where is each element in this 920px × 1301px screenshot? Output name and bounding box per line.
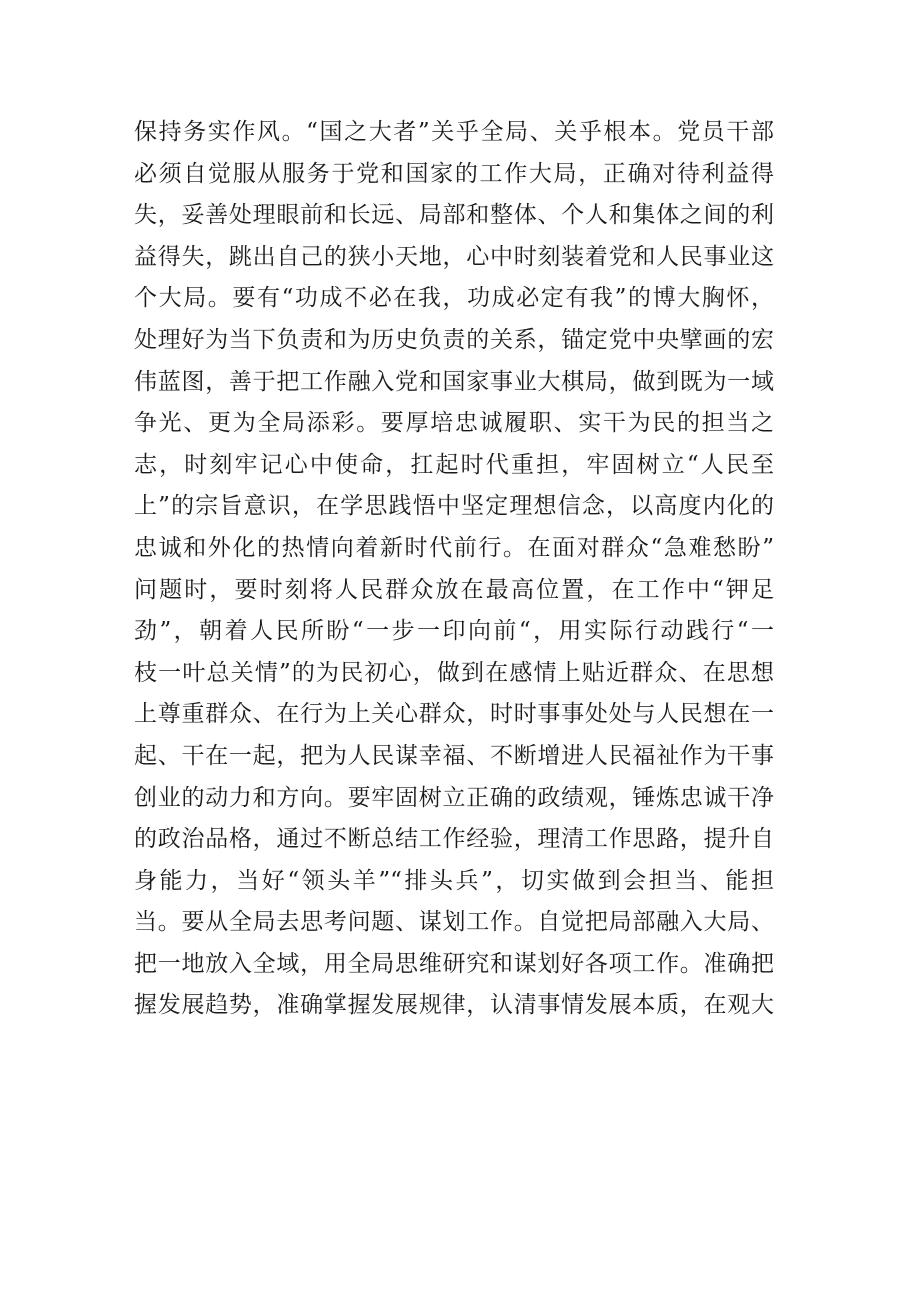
text-line: 劲”，朝着人民所盼“一步一印向前“，用实际行动践行“一 [134, 618, 774, 645]
text-line: 处理好为当下负责和为历史负责的关系，锚定党中央擘画的宏 [134, 326, 774, 353]
text-line: 当。要从全局去思考问题、谋划工作。自觉把局部融入大局、 [134, 909, 774, 936]
text-line: 的政治品格，通过不断总结工作经验，理清工作思路，提升自 [134, 826, 774, 853]
text-line: 个大局。要有“功成不必在我，功成必定有我”的博大胸怀， [134, 285, 774, 312]
text-line: 保持务实作风。“国之大者”关乎全局、关乎根本。党员干部 [134, 119, 774, 145]
text-line: 身能力，当好“领头羊”“排头兵”，切实做到会担当、能担 [134, 867, 774, 894]
text-line: 上尊重群众、在行为上关心群众，时时事事处处与人民想在一 [134, 701, 774, 728]
text-line: 创业的动力和方向。要牢固树立正确的政绩观，锤炼忠诚干净 [134, 784, 774, 811]
text-line: 起、干在一起，把为人民谋幸福、不断增进人民福祉作为干事 [134, 742, 774, 769]
text-line: 志，时刻牢记心中使命，扛起时代重担，牢固树立“人民至 [134, 451, 774, 478]
text-line: 枝一叶总关情”的为民初心，做到在感情上贴近群众、在思想 [134, 659, 774, 686]
text-line: 问题时，要时刻将人民群众放在最高位置，在工作中“钾足 [134, 576, 774, 603]
text-line: 忠诚和外化的热情向着新时代前行。在面对群众“急难愁盼” [134, 534, 774, 561]
text-line: 争光、更为全局添彩。要厚培忠诚履职、实干为民的担当之 [134, 410, 774, 437]
text-line: 把一地放入全域，用全局思维研究和谋划好各项工作。准确把 [134, 950, 774, 977]
body-paragraph [134, 112, 774, 1027]
text-line: 必须自觉服从服务于党和国家的工作大局，正确对待利益得 [134, 160, 774, 187]
text-line: 上”的宗旨意识，在学思践悟中坚定理想信念，以高度内化的 [134, 493, 774, 520]
text-line: 益得失，跳出自己的狭小天地，心中时刻装着党和人民事业这 [134, 243, 774, 270]
text-line: 伟蓝图，善于把工作融入党和国家事业大棋局，做到既为一域 [134, 368, 774, 395]
text-line: 握发展趋势，准确掌握发展规律，认清事情发展本质，在观大 [134, 992, 774, 1019]
text-line: 失，妥善处理眼前和长远、局部和整体、个人和集体之间的利 [134, 202, 774, 229]
